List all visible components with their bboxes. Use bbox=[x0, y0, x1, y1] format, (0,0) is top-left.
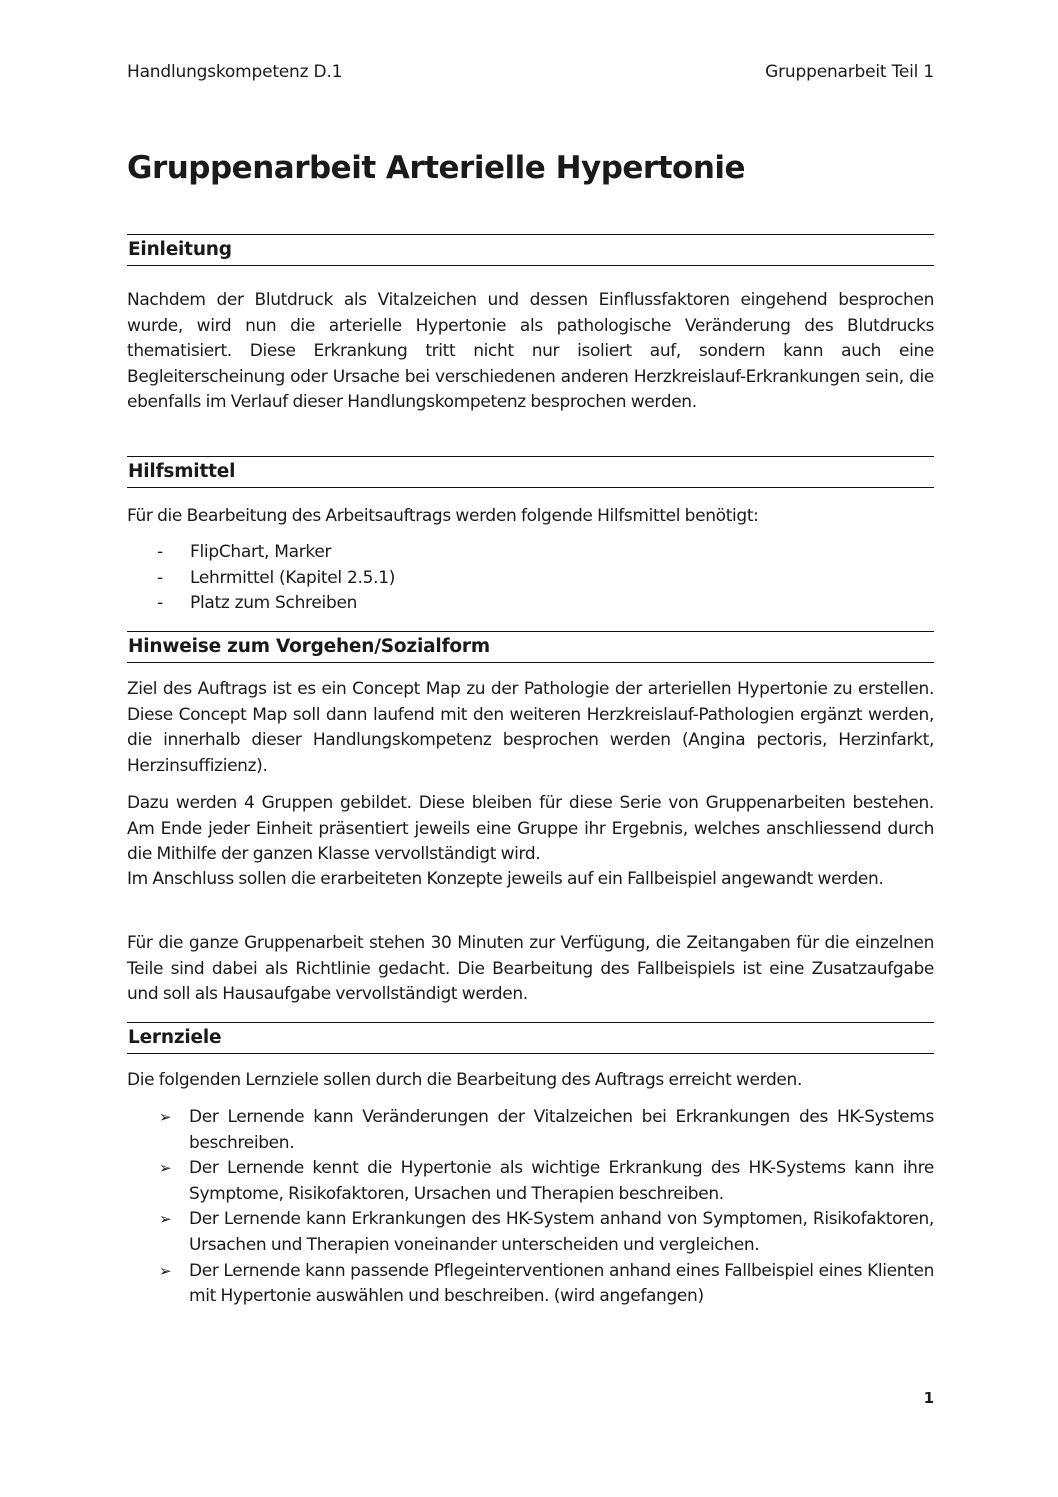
lernziele-list bbox=[127, 1105, 934, 1310]
einleitung-paragraph: Nachdem der Blutdruck als Vitalzeichen und dessen Einflussfaktoren eingehend besprochen wurde, wird nun die arterielle Hypertonie als pathologische Veränderung des Blutdrucks thematisiert. Diese Erkrankung tritt nicht nur isoliert auf, sondern kann auch eine Begleiterscheinung oder Ursache bei verschiedenen anderen Herzkreislauf-Erkrankungen sein, die ebenfalls im Verlauf dieser Handlungskompetenz besprochen werden. bbox=[127, 290, 934, 413]
list-item: - FlipChart, Marker bbox=[127, 540, 934, 566]
hilfsmittel-intro: Für die Bearbeitung des Arbeitsauftrags werden folgende Hilfsmittel benötigt: bbox=[127, 506, 759, 526]
section-heading-vorgehen bbox=[127, 631, 934, 663]
list-item: ➢ Der Lernende kann passende Pflegeinterventionen anhand eines Fallbeispiel eines Klienten mit Hypertonie auswählen und beschreiben. (wird angefangen) bbox=[159, 1260, 934, 1307]
arrow-bullet-icon: ➢ bbox=[159, 1159, 172, 1178]
hilfsmittel-list bbox=[127, 540, 934, 617]
section-heading-label: Lernziele bbox=[128, 1027, 222, 1048]
section-heading-einleitung bbox=[127, 234, 934, 266]
running-header bbox=[127, 62, 934, 90]
section-heading-label: Hinweise zum Vorgehen/Sozialform bbox=[128, 636, 490, 657]
dash-bullet: - bbox=[157, 542, 163, 562]
dash-bullet: - bbox=[157, 567, 163, 588]
arrow-bullet-icon: ➢ bbox=[159, 1261, 172, 1280]
vorgehen-paragraph-1: Ziel des Auftrags ist es ein Concept Map zu der Pathologie der arteriellen Hypertonie zu erstellen. Diese Concept Map soll dann laufend mit den weiteren Herzkreislauf-Pathologien ergänzt werden, die innerhalb dieser Handlungskompetenz besprochen werden (Angina pectoris, Herzinfarkt, Herzinsuffizienz). bbox=[127, 679, 934, 776]
page-number: 1 bbox=[923, 1389, 934, 1407]
dash-bullet: - bbox=[157, 593, 163, 614]
lernziele-intro: Die folgenden Lernziele sollen durch die Bearbeitung des Auftrags erreicht werden. bbox=[127, 1070, 803, 1090]
section-heading-label: Hilfsmittel bbox=[128, 461, 236, 482]
section-heading-lernziele bbox=[127, 1022, 934, 1054]
list-item: - Lehrmittel (Kapitel 2.5.1) bbox=[127, 566, 934, 592]
arrow-bullet-icon: ➢ bbox=[159, 1210, 172, 1229]
arrow-bullet-icon: ➢ bbox=[159, 1108, 172, 1126]
list-item: ➢ Der Lernende kann Erkrankungen des HK-System anhand von Symptomen, Risikofaktoren, Ursachen und Therapien voneinander unterscheiden und vergleichen. bbox=[159, 1209, 934, 1255]
list-item: ➢ Der Lernende kennt die Hypertonie als wichtige Erkrankung des HK-Systems kann ihre Symptome, Risikofaktoren, Ursachen und Therapien beschreiben. bbox=[159, 1158, 934, 1204]
vorgehen-paragraph-3: Für die ganze Gruppenarbeit stehen 30 Minuten zur Verfügung, die Zeitangaben für die einzelnen Teile sind dabei als Richtlinie gedacht. Die Bearbeitung des Fallbeispiels ist eine Zusatzaufgabe und soll als Hausaufgabe vervollständigt werden. bbox=[127, 933, 934, 1005]
vorgehen-paragraph-2: Dazu werden 4 Gruppen gebildet. Diese bleiben für diese Serie von Gruppenarbeiten bestehen. Am Ende jeder Einheit präsentiert jeweils eine Gruppe ihr Ergebnis, welches anschliessend durch die Mithilfe der ganzen Klasse vervollständigt wird. bbox=[127, 793, 934, 865]
document-title: Gruppenarbeit Arterielle Hypertonie bbox=[127, 150, 746, 186]
list-item: - Platz zum Schreiben bbox=[127, 591, 934, 617]
header-right: Gruppenarbeit Teil 1 bbox=[765, 62, 934, 82]
section-heading-hilfsmittel bbox=[127, 456, 934, 488]
vorgehen-paragraph-2b: Im Anschluss sollen die erarbeiteten Konzepte jeweils auf ein Fallbeispiel angewandt werden. bbox=[127, 869, 884, 889]
section-heading-label: Einleitung bbox=[128, 239, 232, 260]
list-item: ➢ Der Lernende kann Veränderungen der Vitalzeichen bei Erkrankungen des HK-Systems beschreiben. bbox=[159, 1107, 934, 1153]
header-left: Handlungskompetenz D.1 bbox=[127, 62, 343, 82]
